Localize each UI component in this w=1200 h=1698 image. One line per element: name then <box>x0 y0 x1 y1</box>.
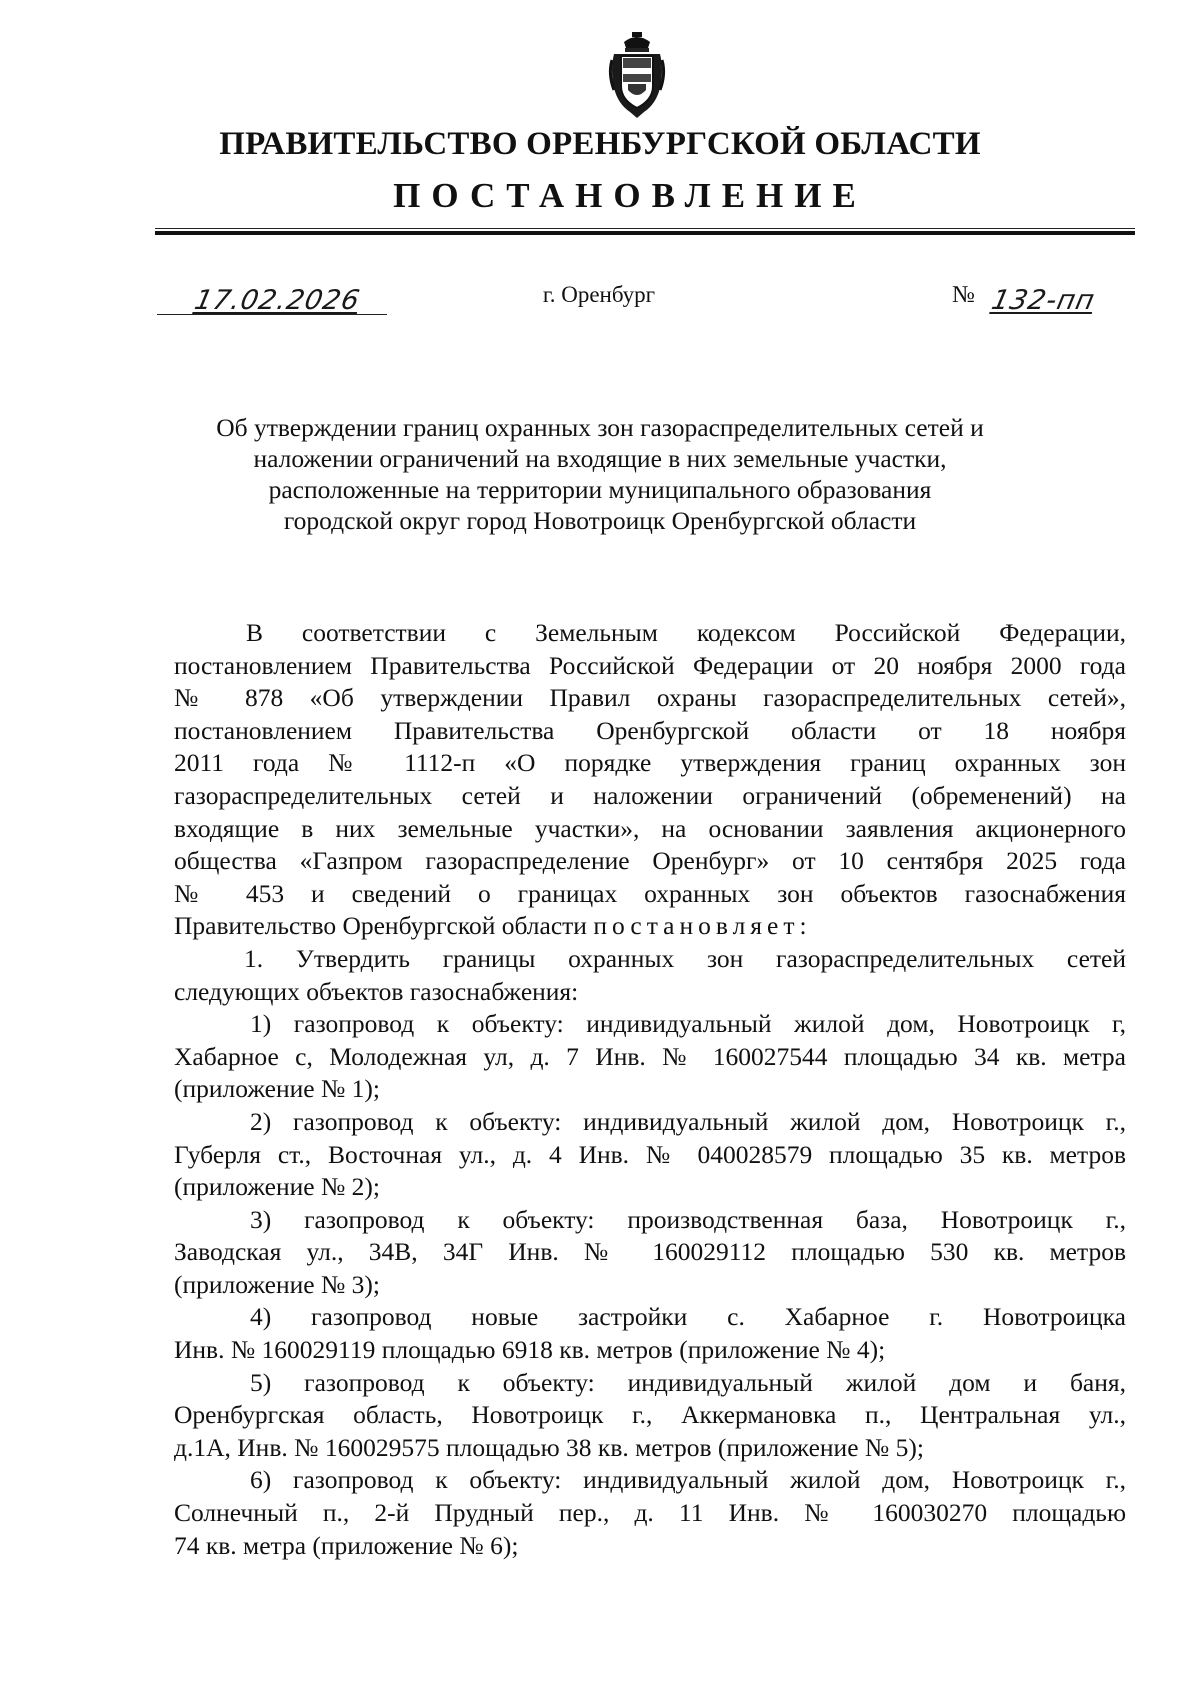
header-rule-thick <box>155 231 1135 235</box>
body-line: (приложение № 3); <box>174 1269 380 1299</box>
body-line: Солнечный п., 2-й Прудный пер., д. 11 Инв. № 160030270 площадью <box>174 1498 1126 1528</box>
body-line: 4) газопровод новые застройки с. Хабарное г. Новотроицка <box>250 1302 1126 1332</box>
handwritten-date: 17.02.2026 <box>191 285 363 316</box>
body-line: Губерля ст., Восточная ул., д. 4 Инв. № 040028579 площадью 35 кв. метров <box>174 1139 1126 1169</box>
body-line: газораспределительных сетей и наложении ограничений (обременений) на <box>174 780 1126 810</box>
body-line: 74 кв. метра (приложение № 6); <box>174 1530 519 1560</box>
header-rule-thin <box>155 228 1135 229</box>
document-body <box>174 617 1126 1562</box>
body-line: 2011 года № 1112-п «О порядке утверждения границ охранных зон <box>174 748 1126 778</box>
body-line: Оренбургская область, Новотроицк г., Аккермановка п., Центральная ул., <box>174 1400 1126 1430</box>
org-title: ПРАВИТЕЛЬСТВО ОРЕНБУРГСКОЙ ОБЛАСТИ <box>219 126 981 162</box>
body-line: Заводская ул., 34В, 34Г Инв. № 160029112 площадью 530 кв. метров <box>174 1237 1126 1267</box>
body-line-resolution <box>174 910 1126 943</box>
body-line: Хабарное с, Молодежная ул, д. 7 Инв. № 160027544 площадью 34 кв. метра <box>174 1041 1126 1071</box>
body-line: 6) газопровод к объекту: индивидуальный жилой дом, Новотроицк г., <box>250 1465 1126 1495</box>
document-number <box>952 278 1152 314</box>
body-line: Правительство Оренбургской области <box>174 911 587 941</box>
document-subject <box>150 412 1050 536</box>
body-line: общества «Газпром газораспределение Оренбург» от 10 сентября 2025 года <box>174 846 1126 876</box>
handwritten-number: 132-пп <box>988 285 1098 316</box>
resolves-word: постановляет: <box>593 911 812 941</box>
body-line: входящие в них земельные участки», на основании заявления акционерного <box>174 813 1126 843</box>
body-line: В соответствии с Земельным кодексом Российской Федерации, <box>246 618 1126 647</box>
body-line: (приложение № 2); <box>174 1172 380 1202</box>
doc-type-heading: ПОСТАНОВЛЕНИЕ <box>393 176 867 215</box>
body-line: следующих объектов газоснабжения: <box>174 976 579 1006</box>
coat-of-arms-icon <box>606 30 668 120</box>
city: г. Оренбург <box>542 282 656 307</box>
subject-line: наложении ограничений на входящие в них земельные участки, <box>253 444 947 473</box>
body-line: 3) газопровод к объекту: производственная база, Новотроицк г., <box>250 1204 1126 1234</box>
number-prefix: № <box>952 282 975 308</box>
body-line: постановлением Правительства Российской Федерации от 20 ноября 2000 года <box>174 650 1126 680</box>
subject-line: городской округ город Новотроицк Оренбургской области <box>283 506 917 535</box>
body-line: № 453 и сведений о границах охранных зон объектов газоснабжения <box>174 878 1126 908</box>
body-line: 1) газопровод к объекту: индивидуальный жилой дом, Новотроицк г, <box>250 1009 1126 1039</box>
body-line: д.1А, Инв. № 160029575 площадью 38 кв. метров (приложение № 5); <box>174 1432 924 1462</box>
body-line: 2) газопровод к объекту: индивидуальный жилой дом, Новотроицк г., <box>250 1106 1126 1136</box>
body-line: № 878 «Об утверждении Правил охраны газораспределительных сетей», <box>174 683 1126 713</box>
body-line: 5) газопровод к объекту: индивидуальный жилой дом и баня, <box>250 1367 1126 1397</box>
body-line: Инв. № 160029119 площадью 6918 кв. метров (приложение № 4); <box>174 1335 886 1365</box>
body-line: (приложение № 1); <box>174 1074 380 1104</box>
subject-line: Об утверждении границ охранных зон газораспределительных сетей и <box>216 413 984 442</box>
subject-line: расположенные на территории муниципального образования <box>268 475 932 504</box>
body-line: постановлением Правительства Оренбургской области от 18 ноября <box>174 715 1126 745</box>
body-line: 1. Утвердить границы охранных зон газораспределительных сетей <box>244 943 1126 973</box>
